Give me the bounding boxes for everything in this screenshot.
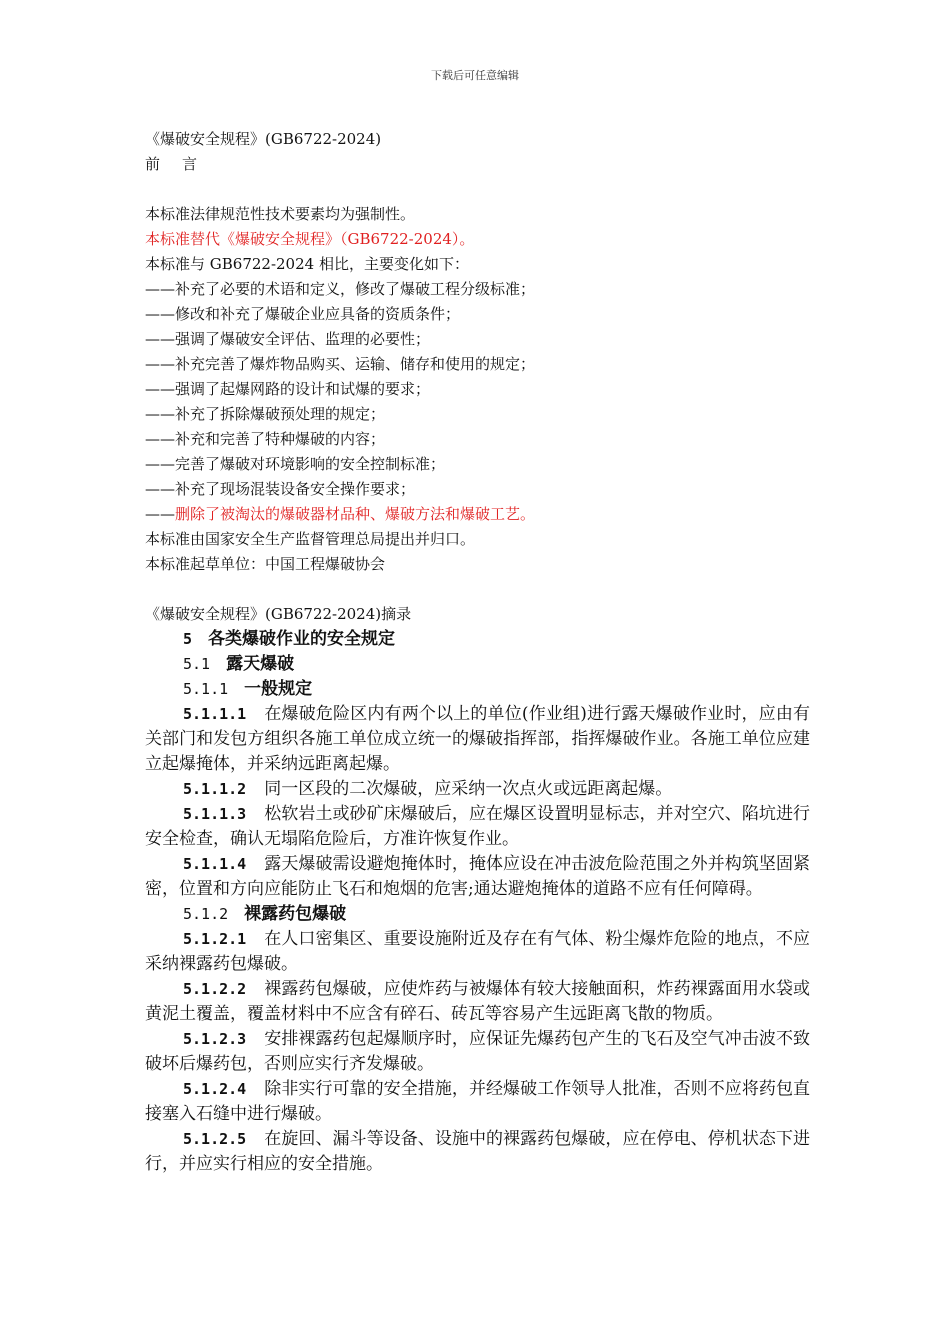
preface-line: ——完善了爆破对环境影响的安全控制标准；	[145, 455, 446, 473]
clause-text: 安排裸露药包起爆顺序时，应保证先爆药包产生的飞石及空气冲击波不致破坏后爆药包，否则应实行齐发爆破。	[145, 1029, 810, 1074]
clause-heading	[145, 902, 810, 927]
clause-text: 裸露药包爆破，应使炸药与被爆体有较大接触面积，炸药裸露面用水袋或黄泥土覆盖，覆盖材料中不应含有碎石、砖瓦等容易产生远距离飞散的物质。	[145, 979, 810, 1024]
preface-deleted-line	[145, 502, 810, 527]
preface-change-list	[145, 202, 810, 502]
preface-line: 本标准替代《爆破安全规程》（GB6722-2024）。	[145, 230, 475, 248]
subsection-number: 5.1	[183, 655, 211, 673]
clause-paragraph	[145, 802, 810, 852]
preface-heading-char: 言	[182, 155, 198, 173]
preface-line: 本标准由国家安全生产监督管理总局提出并归口。	[145, 530, 476, 548]
clause-number: 5.1.2.3	[183, 1030, 247, 1048]
clause-paragraph	[145, 1027, 810, 1077]
clause-paragraph	[145, 702, 810, 777]
preface-line: ——强调了爆破安全评估、监理的必要性；	[145, 330, 431, 348]
preface-line: 本标准起草单位：中国工程爆破协会	[145, 555, 386, 573]
clause-number: 5.1.2.5	[183, 1130, 247, 1148]
preface-line: 本标准法律规范性技术要素均为强制性。	[145, 205, 416, 223]
clause-paragraph	[145, 927, 810, 977]
clause-heading	[145, 677, 810, 702]
clause-number: 5.1.2	[183, 905, 229, 923]
document-body	[145, 127, 810, 1177]
clause-number: 5.1.1.3	[183, 805, 247, 823]
clause-text: 松软岩土或砂矿床爆破后，应在爆区设置明显标志，并对空穴、陷坑进行安全检查，确认无塌陷危险后，方准许恢复作业。	[145, 804, 810, 849]
clause-paragraph	[145, 852, 810, 902]
preface-heading-char: 前	[145, 155, 161, 173]
clause-title: 裸露药包爆破	[244, 904, 347, 924]
clause-number: 5.1.2.2	[183, 980, 247, 998]
preface-line: 本标准与 GB6722-2024 相比，主要变化如下：	[145, 255, 469, 273]
clause-list-bare-charge	[145, 927, 810, 1177]
clause-text: 露天爆破需设避炮掩体时，掩体应设在冲击波危险范围之外并构筑坚固紧密，位置和方向应能防止飞石和炮烟的危害;通达避炮掩体的道路不应有任何障碍。	[145, 854, 810, 899]
preface-line: ——修改和补充了爆破企业应具备的资质条件；	[145, 305, 461, 323]
excerpt-title: 《爆破安全规程》(GB6722-2024)摘录	[145, 605, 412, 623]
clause-text: 在人口密集区、重要设施附近及存在有气体、粉尘爆炸危险的地点，不应采纳裸露药包爆破。	[145, 929, 810, 974]
clause-number: 5.1.1.4	[183, 855, 247, 873]
clause-number: 5.1.2.4	[183, 1080, 247, 1098]
deleted-note: 删除了被淘汰的爆破器材品种、爆破方法和爆破工艺。	[175, 505, 536, 523]
clause-text: 同一区段的二次爆破，应采纳一次点火或远距离起爆。	[264, 779, 673, 799]
clause-text: 在旋回、漏斗等设备、设施中的裸露药包爆破，应在停电、停机状态下进行，并应实行相应的安全措施。	[145, 1129, 810, 1174]
clause-paragraph	[145, 777, 810, 802]
document-title: 《爆破安全规程》(GB6722-2024)	[145, 130, 382, 148]
section-title: 各类爆破作业的安全规定	[208, 629, 396, 649]
clause-paragraph	[145, 1127, 810, 1177]
preface-line: ——补充了现场混装设备安全操作要求；	[145, 480, 416, 498]
preface-heading	[145, 152, 810, 177]
preface-line: ——强调了起爆网路的设计和试爆的要求；	[145, 380, 431, 398]
preface-line: ——补充了必要的术语和定义，修改了爆破工程分级标准；	[145, 280, 536, 298]
dash-prefix: ——	[145, 505, 175, 523]
clause-number: 5.1.2.1	[183, 930, 247, 948]
preface-line: ——补充和完善了特种爆破的内容；	[145, 430, 386, 448]
section-heading	[145, 627, 810, 652]
clause-paragraph	[145, 977, 810, 1027]
clause-list-general	[145, 702, 810, 902]
section-number: 5	[183, 630, 193, 648]
clause-text: 除非实行可靠的安全措施，并经爆破工作领导人批准，否则不应将药包直接塞入石缝中进行爆破。	[145, 1079, 810, 1124]
page-header-note: 下载后可任意编辑	[431, 69, 519, 82]
subsection-title: 露天爆破	[226, 654, 295, 674]
preface-line: ——补充完善了爆炸物品购买、运输、储存和使用的规定；	[145, 355, 536, 373]
clause-number: 5.1.1.1	[183, 705, 247, 723]
clause-number: 5.1.1.2	[183, 780, 247, 798]
clause-title: 一般规定	[244, 679, 313, 699]
clause-text: 在爆破危险区内有两个以上的单位(作业组)进行露天爆破作业时，应由有关部门和发包方组织各施工单位成立统一的爆破指挥部，指挥爆破作业。各施工单位应建立起爆掩体，并采纳远距离起爆。	[145, 704, 810, 774]
subsection-heading	[145, 652, 810, 677]
clause-paragraph	[145, 1077, 810, 1127]
preface-line: ——补充了拆除爆破预处理的规定；	[145, 405, 386, 423]
clause-number: 5.1.1	[183, 680, 229, 698]
